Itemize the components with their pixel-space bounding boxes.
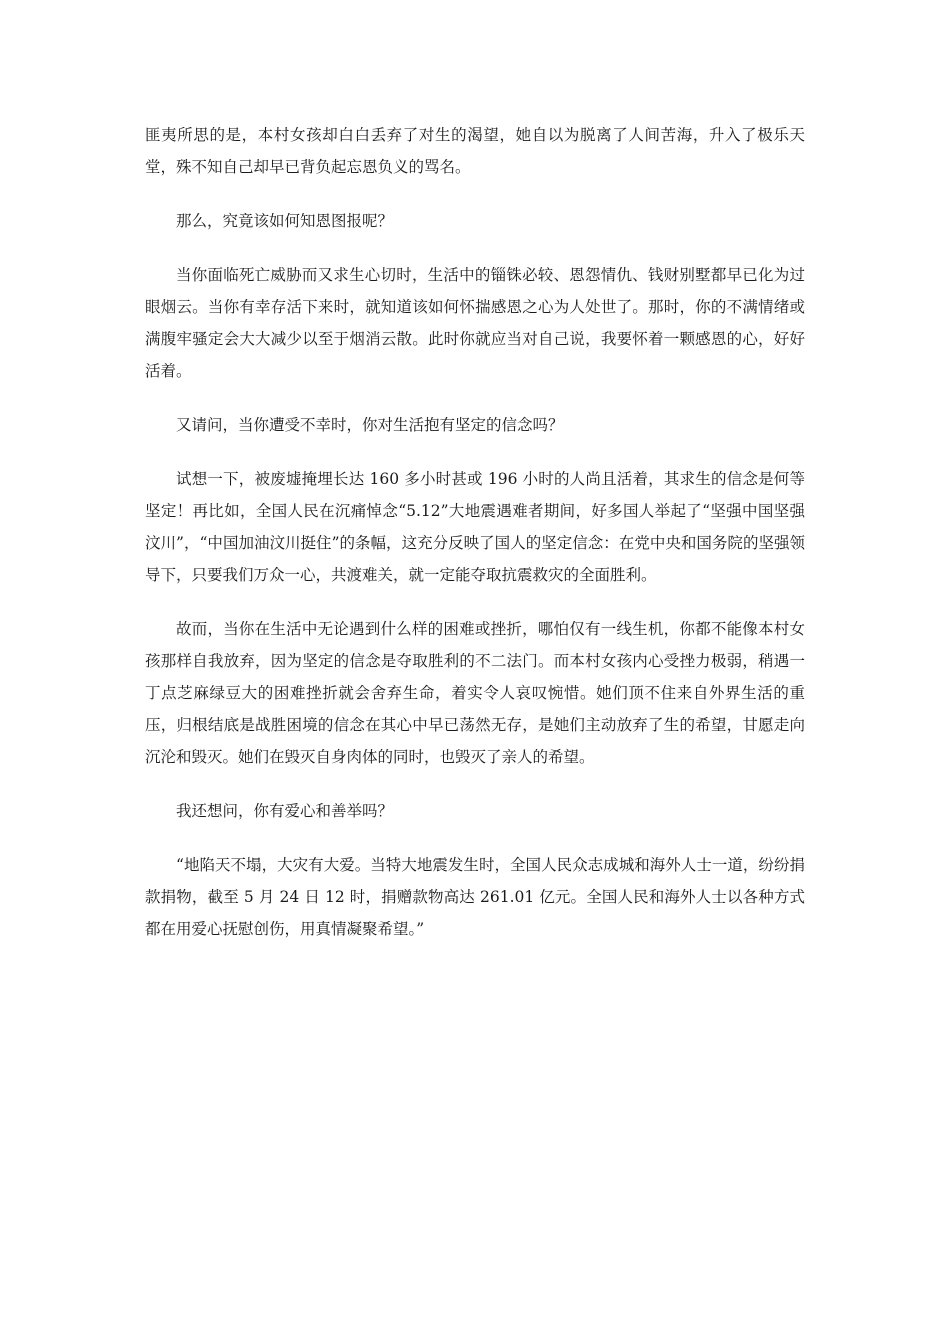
paragraph-2: 那么，究竟该如何知恩图报呢？ xyxy=(176,212,394,230)
document-body xyxy=(145,119,805,945)
paragraph-6: 故而，当你在生活中无论遇到什么样的困难或挫折，哪怕仅有一线生机，你都不能像本村女孩那样自我放弃，因为坚定的信念是夺取胜利的不二法门。而本村女孩内心受挫力极弱，稍遇一丁点芝麻绿豆大的困难挫折就会舍弃生命，着实令人哀叹惋惜。她们顶不住来自外界生活的重压，归根结底是战胜困境的信念在其心中早已荡然无存，是她们主动放弃了生的希望，甘愿走向沉沦和毁灭。她们在毁灭自身肉体的同时，也毁灭了亲人的希望。 xyxy=(145,620,805,766)
paragraph-4: 又请问，当你遭受不幸时，你对生活抱有坚定的信念吗？ xyxy=(176,416,564,434)
paragraph-1: 匪夷所思的是，本村女孩却白白丢弃了对生的渴望，她自以为脱离了人间苦海，升入了极乐天堂，殊不知自己却早已背负起忘恩负义的骂名。 xyxy=(145,126,805,176)
paragraph-8: “地陷天不塌，大灾有大爱。当特大地震发生时，全国人民众志成城和海外人士一道，纷纷捐款捐物，截至 5 月 24 日 12 时，捐赠款物高达 261.01 亿元。全国人民和海外人士以各种方式都在用爱心抚慰创伤，用真情凝聚希望。” xyxy=(145,856,805,938)
paragraph-5: 试想一下，被废墟掩埋长达 160 多小时甚或 196 小时的人尚且活着，其求生的信念是何等坚定！再比如，全国人民在沉痛悼念“5.12”大地震遇难者期间，好多国人举起了“坚强中国坚强汶川”，“中国加油汶川挺住”的条幅，这充分反映了国人的坚定信念：在党中央和国务院的坚强领导下，只要我们万众一心，共渡难关，就一定能夺取抗震救灾的全面胜利。 xyxy=(145,470,805,584)
paragraph-3: 当你面临死亡威胁而又求生心切时，生活中的锱铢必较、恩怨情仇、钱财别墅都早已化为过眼烟云。当你有幸存活下来时，就知道该如何怀揣感恩之心为人处世了。那时，你的不满情绪或满腹牢骚定会大大减少以至于烟消云散。此时你就应当对自己说，我要怀着一颗感恩的心，好好活着。 xyxy=(145,266,805,380)
paragraph-7: 我还想问，你有爱心和善举吗？ xyxy=(176,802,394,820)
